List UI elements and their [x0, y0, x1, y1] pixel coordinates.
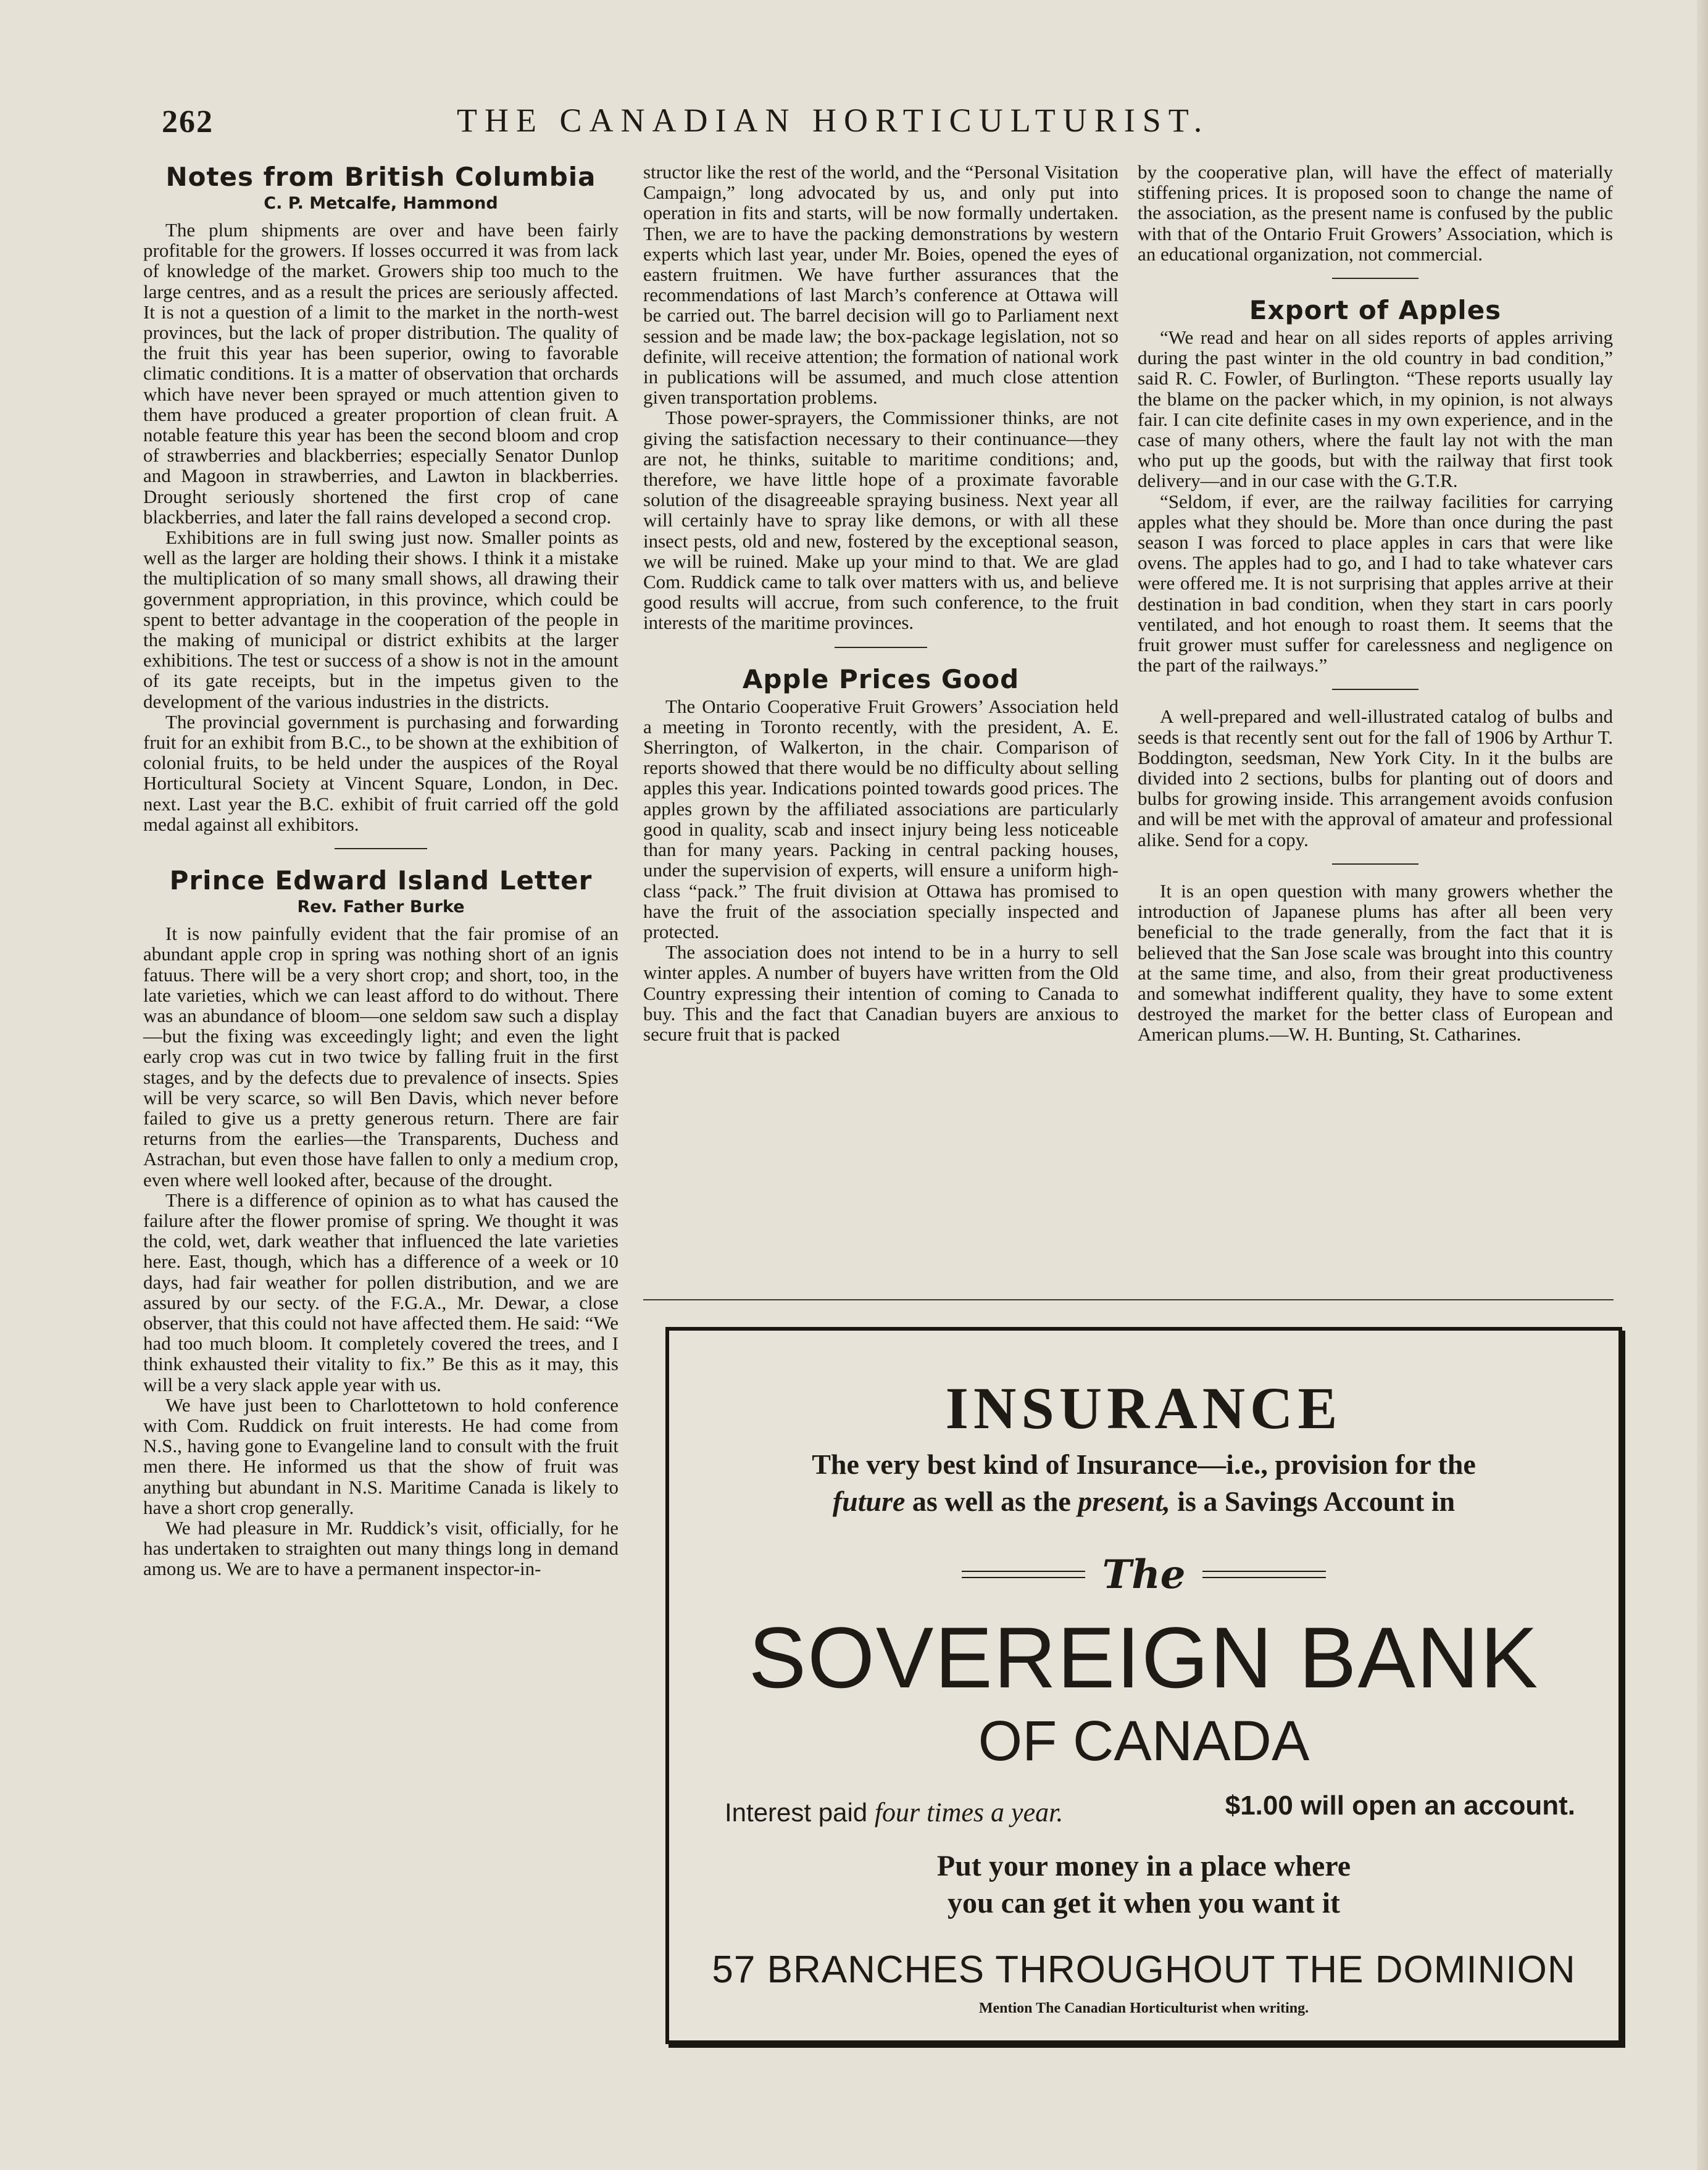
- ornament-rule-right: [1202, 1571, 1326, 1578]
- ad-tagline-2: [669, 1485, 1618, 1518]
- interest-text: [725, 1797, 1063, 1828]
- advertisement-top-rule: [643, 1299, 1614, 1300]
- journal-title: THE CANADIAN HORTICULTURIST.: [457, 102, 1210, 139]
- export-paragraph: “We read and hear on all sides reports of apples arriving during the past winter in the old country in bad condition,” said R. C. Fowler, of Burlington. “These reports usually lay the blame on the packer which, in my opinion, is not always fair. I can cite definite cases in my own experience, and in the case of many others, where the fault lay not with the man who put up the goods, but with the railway that first took delivery—and in our case with the G.T.R.: [1138, 326, 1613, 492]
- section-divider: [835, 647, 927, 648]
- pei-continued-paragraph: Those power-sprayers, the Commissioner thinks, are not giving the satisfaction necessary to their continuance—they are not, he thinks, suitable to maritime conditions; and, therefore, we have little hope of a proximate favorable solution of the disagreeable spraying business. Next year all will certainly have to spray like demons, or with all these insect pests, old and new, fostered by the exceptional season, we will be ruined. Make up your mind to that. We are glad Com. Ruddick came to talk over matters with us, and believe good results will accrue, from such conference, to the fruit interests of the maritime provinces.: [643, 407, 1119, 634]
- running-head: [0, 93, 1708, 142]
- bank-name: SOVEREIGN BANK: [748, 1609, 1539, 1706]
- section-divider: [1332, 863, 1418, 865]
- export-heading: Export of Apples: [1249, 295, 1502, 326]
- ad-tagline-future: future: [832, 1486, 906, 1517]
- page-edge: [1697, 0, 1708, 2170]
- ad-tagline-1: The very best kind of Insurance—i.e., provision for the: [812, 1449, 1476, 1480]
- pei-paragraph: There is a difference of opinion as to what has caused the failure after the flower promise of spring. We thought it was the cold, wet, dark weather that influenced the late varieties here. East, though, which has a difference of a week or 10 days, had fair weather for pollen distribution, and we are assured by our secty. of the F.G.A., Mr. Dewar, a close observer, that this could not have affected them. He said: “We had too much bloom. It completely covered the trees, and I think exhausted their vitality to fix.” Be this as it may, this will be a very slack apple year with us.: [143, 1189, 619, 1395]
- pei-paragraph: It is now painfully evident that the fair promise of an abundant apple crop in spring was nothing short of an ignis fatuus. There will be a very short crop; and short, too, in the late varieties, which we can least afford to do without. There was an abundance of bloom—one seldom saw such a display—but the fixing was exceedingly light; and even the light early crop was cut in two twice by falling fruit in the first stages, and by the defects due to prevalence of insects. Spies will be very scarce, so will Ben Davis, which never before failed to give us a pretty generous return. There are fair returns from the earlies—the Transparents, Duchess and Astrachan, but even those have fallen to only a medium crop, even where well looked after, because of the drought.: [143, 923, 619, 1191]
- bc-paragraph: The provincial government is purchasing and forwarding fruit for an exhibit from B.C., to be shown at the exhibition of colonial fruits, to be held under the auspices of the Royal Horticultural Society at Vincent Square, London, in Dec. next. Last year the B.C. exhibit of fruit carried off the gold medal against all exhibitors.: [143, 710, 619, 835]
- bc-paragraph: Exhibitions are in full swing just now. Smaller points as well as the larger are holding their shows. I think it a mistake the multiplication of so many small shows, all drawing their government appropriation, in this province, which could be spent to better advantage in the cooperation of the people in the making of municipal or district exhibits at the larger exhibitions. The test or success of a show is not in the amount of its gate receipts, but in the impetus given to the development of the various industries in the districts.: [143, 526, 619, 712]
- mention-line: Mention The Canadian Horticulturist when writing.: [978, 2000, 1309, 2016]
- ad-slogan-2: you can get it when you want it: [947, 1887, 1341, 1919]
- prices-paragraph: The association does not intend to be in a hurry to sell winter apples. A number of buyers have written from the Old Country expressing their intention of coming to Canada to buy. This and the fact that Canadian buyers are anxious to secure fruit that is packed: [643, 941, 1119, 1045]
- pei-heading: Prince Edward Island Letter: [169, 865, 593, 896]
- page-number: 262: [162, 104, 214, 139]
- pei-byline: Rev. Father Burke: [297, 897, 465, 917]
- section-divider: [335, 848, 427, 849]
- bc-paragraph: The plum shipments are over and have been fairly profitable for the growers. If losses occurred it was from lack of knowledge of the market. Growers ship too much to the large centres, and as a result the prices are seriously affected. It is not a question of a limit to the market in the north-west provinces, but the lack of proper distribution. The quality of the fruit this year has been superior, owing to favorable climatic conditions. It is a matter of observation that orchards which have never been sprayed or much attention given to them have produced a greater proportion of clean fruit. A notable feature this year has been the second bloom and crop of strawberries and blackberries; especially Senator Dunlop and Magoon in strawberries, and Lawton in blackberries. Drought seriously shortened the first crop of cane blackberries, and later the fall rains developed a second crop.: [143, 219, 619, 528]
- section-divider: [1332, 689, 1418, 690]
- catalog-paragraph: A well-prepared and well-illustrated catalog of bulbs and seeds is that recently sent out for the fall of 1906 by Arthur T. Boddington, seedsman, New York City. In it the bulbs are divided into 2 sections, bulbs for planting out of doors and bulbs for growing inside. This arrangement avoids confusion and will be met with the approval of amateur and professional alike. Send for a copy.: [1138, 705, 1613, 850]
- open-account-text: $1.00 will open an account.: [1225, 1790, 1575, 1821]
- column-2: [643, 162, 1119, 1044]
- bc-byline: C. P. Metcalfe, Hammond: [264, 194, 498, 213]
- ad-tagline-mid: as well as the: [905, 1486, 1078, 1517]
- column-3: [1138, 162, 1613, 1045]
- ad-title: INSURANCE: [945, 1375, 1343, 1441]
- plums-paragraph: It is an open question with many growers whether the introduction of Japanese plums has after all been very beneficial to the trade generally, from the fact that it is believed that the San Jose scale was brought into this country at the same time, and also, from their great productiveness and somewhat indifferent quality, they have to some extent destroyed the market for the better class of European and American plums.—W. H. Bunting, St. Catharines.: [1138, 879, 1613, 1046]
- ad-slogan-1: Put your money in a place where: [936, 1850, 1351, 1882]
- branches-line: 57 BRANCHES THROUGHOUT THE DOMINION: [712, 1948, 1576, 1991]
- column-1: [143, 162, 619, 1579]
- the-ornament: [669, 1553, 1618, 1596]
- prices-heading: Apple Prices Good: [742, 663, 1020, 694]
- pei-paragraph: We had pleasure in Mr. Ruddick’s visit, officially, for he has undertaken to straighten out many things long in demand among us. We are to have a permanent inspector-in-: [143, 1516, 619, 1580]
- interest-label: Interest paid: [725, 1798, 875, 1827]
- interest-row: [725, 1790, 1575, 1834]
- section-divider: [1332, 278, 1418, 279]
- interest-frequency: four times a year.: [874, 1797, 1064, 1827]
- export-paragraph: “Seldom, if ever, are the railway facilities for carrying apples what they should be. More than once during the past season I was forced to place apples in cars that were like ovens. The apples had to go, and I had to take whatever cars were offered me. It is not surprising that apples arrive at their destination in bad condition, when they start in cars poorly ventilated, and hot enough to roast them. It seems that the fruit grower must suffer for carelessness and negligence on the part of the railways.”: [1138, 490, 1613, 676]
- ornament-the-text: The: [1102, 1551, 1186, 1598]
- prices-paragraph: The Ontario Cooperative Fruit Growers’ Association held a meeting in Toronto recently, with the president, A. E. Sherrington, of Walkerton, in the chair. Comparison of reports showed that there would be no difficulty about selling apples this year. Indications pointed towards good prices. The apples grown by the affiliated associations are particularly good in quality, scab and insect injury being less noticeable than for many years. Packing in central packing houses, under the supervision of experts, will ensure a uniform high-class “pack.” The fruit division at Ottawa has promised to have the fruit of the association specially inspected and protected.: [643, 695, 1119, 942]
- ad-tagline-end: is a Savings Account in: [1170, 1486, 1456, 1517]
- pei-paragraph: We have just been to Charlottetown to hold conference with Com. Ruddick on fruit interests. He had come from N.S., having gone to Evangeline land to consult with the fruit men there. He informed us that the show of fruit was anything but abundant in N.S. Maritime Canada is likely to have a short crop generally.: [143, 1394, 619, 1518]
- ornament-rule-left: [962, 1571, 1085, 1578]
- ad-tagline-present: present,: [1078, 1486, 1170, 1517]
- bc-heading: Notes from British Columbia: [165, 162, 596, 192]
- prices-continued-paragraph: by the cooperative plan, will have the effect of materially stiffening prices. It is proposed soon to change the name of the association, as the present name is confused by the public with that of the Ontario Fruit Growers’ Association, which is an educational organization, not commercial.: [1138, 161, 1613, 265]
- pei-continued-paragraph: structor like the rest of the world, and the “Personal Visitation Campaign,” long advocated by us, and only put into operation in fits and starts, will be now formally undertaken. Then, we are to have the packing demonstrations by western experts which last year, under Mr. Boies, opened the eyes of eastern fruitmen. We have further assurances that the recommendations of last March’s conference at Ottawa will be carried out. The barrel decision will go to Parliament next session and be made law; the box-package legislation, not so definite, will receive attention; the formation of national work in publications will be assumed, and much close attention given transportation problems.: [643, 161, 1119, 409]
- bank-country: OF CANADA: [978, 1710, 1310, 1773]
- sovereign-bank-advertisement: [665, 1327, 1622, 2044]
